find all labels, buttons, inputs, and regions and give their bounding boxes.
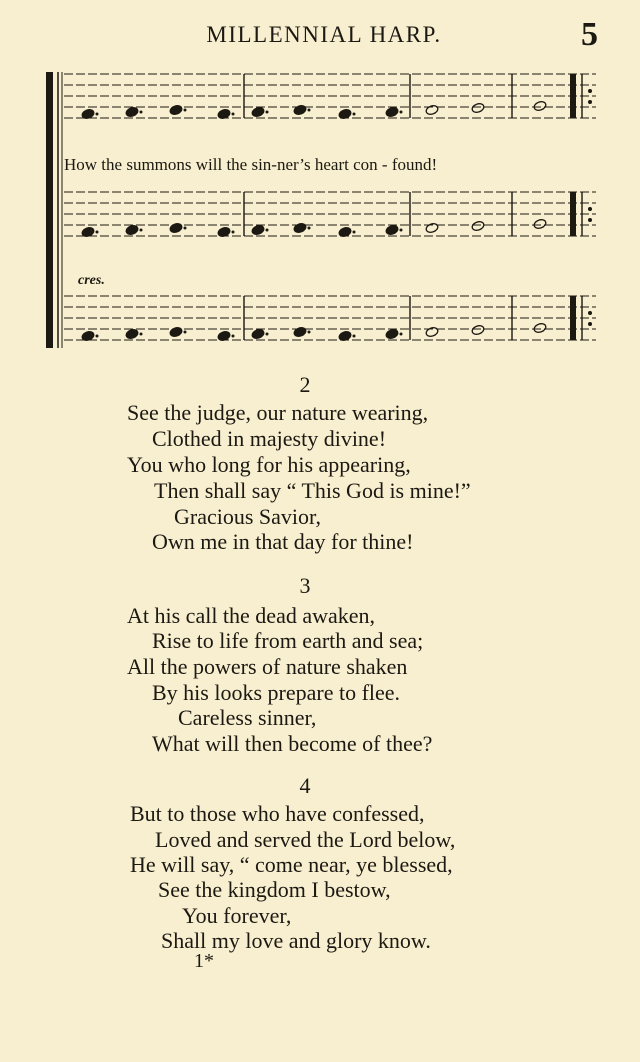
note-dot [140,229,143,232]
note-dot [232,231,235,234]
repeat-dot [588,207,592,211]
signature-mark: 1* [194,950,214,972]
verse-line: Rise to life from earth and sea; [152,628,424,653]
note-dot [232,113,235,116]
note-head [251,224,265,236]
note-dot [353,113,356,116]
note-dot [266,333,269,336]
note-dot [96,231,99,234]
note-dot [96,113,99,116]
music-score [0,60,640,360]
note-head [169,104,183,116]
verse-line: Own me in that day for thine! [152,529,414,554]
note-dot [266,229,269,232]
note-head [471,102,485,114]
note-head [425,104,439,116]
stanza-number: 2 [299,372,311,397]
note-head [471,324,485,336]
verse-line: He will say, “ come near, ye blessed, [130,852,453,877]
note-dot [96,335,99,338]
note-dot [353,335,356,338]
verse-line: But to those who have confessed, [130,801,425,826]
note-head [425,326,439,338]
note-head [125,328,139,340]
note-head [533,218,547,230]
verse-line: Gracious Savior, [174,504,321,529]
dynamic-marking: cres. [78,273,105,288]
note-dot [308,331,311,334]
note-head [471,220,485,232]
verse-line: By his looks prepare to flee. [152,680,401,705]
note-head [293,222,307,234]
repeat-dot [588,100,592,104]
verse-line: Then shall say “ This God is mine!” [154,478,471,503]
note-dot [184,109,187,112]
verse-line: You who long for his appearing, [127,452,411,477]
note-dot [266,111,269,114]
running-title: MILLENNIAL HARP. [206,22,442,47]
note-dot [184,331,187,334]
verse-line: At his call the dead awaken, [127,603,376,628]
note-head [251,328,265,340]
final-bar [570,74,576,118]
note-dot [232,335,235,338]
note-head [125,106,139,118]
lyric-line: How the summons will the sin-ner’s heart con - found! [64,155,438,174]
note-dot [308,109,311,112]
repeat-dot [588,89,592,93]
note-head [425,222,439,234]
note-dot [140,333,143,336]
note-dot [400,111,403,114]
note-head [125,224,139,236]
final-bar [570,296,576,340]
note-head [169,326,183,338]
note-head [533,100,547,112]
note-head [293,104,307,116]
note-dot [400,229,403,232]
repeat-dot [588,311,592,315]
note-head [385,106,399,118]
verse-line: What will then become of thee? [152,731,433,756]
note-head [169,222,183,234]
repeat-dot [588,322,592,326]
verse-line: Loved and served the Lord below, [155,827,456,852]
verse-line: Careless sinner, [178,705,317,730]
note-dot [353,231,356,234]
verse-line: Clothed in majesty divine! [152,426,387,451]
verse-line: See the judge, our nature wearing, [127,400,429,425]
verse-line: See the kingdom I bestow, [158,877,391,902]
stanza-number: 4 [299,773,311,798]
page-number: 5 [581,16,598,53]
note-dot [308,227,311,230]
note-head [385,224,399,236]
note-dot [400,333,403,336]
system-bracket [46,72,53,348]
verse-line: You forever, [182,903,292,928]
note-dot [184,227,187,230]
note-head [385,328,399,340]
repeat-dot [588,218,592,222]
stanza-number: 3 [299,573,311,598]
note-head [533,322,547,334]
note-head [251,106,265,118]
verse-line: All the powers of nature shaken [127,654,408,679]
verse-line: Shall my love and glory know. [161,928,431,953]
note-dot [140,111,143,114]
score-graphics [46,72,596,348]
final-bar [570,192,576,236]
note-head [293,326,307,338]
